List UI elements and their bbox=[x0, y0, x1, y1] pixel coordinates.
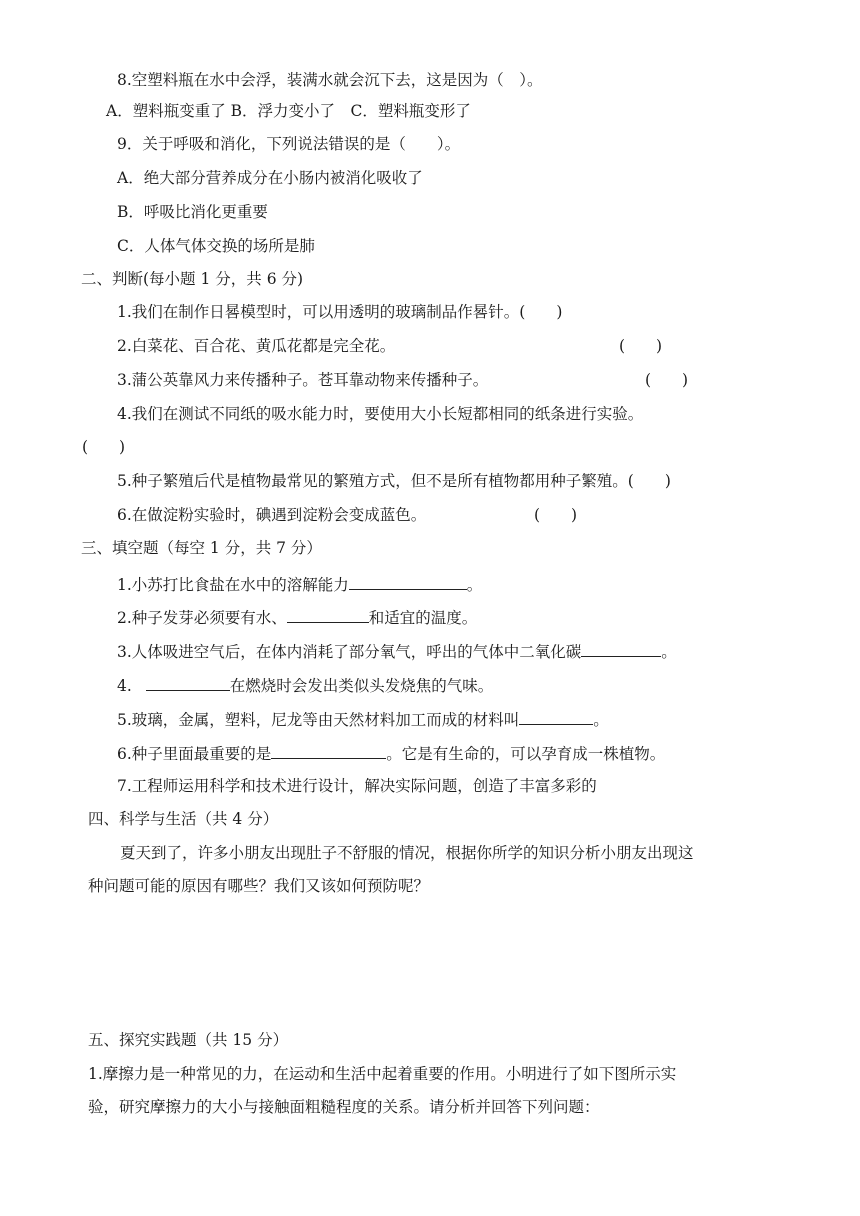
question-8-stem: 8.空塑料瓶在水中会浮，装满水就会沉下去，这是因为（ ）。 bbox=[117, 71, 543, 89]
judge-item-1: 1.我们在制作日晷模型时，可以用透明的玻璃制品作晷针。( ) bbox=[117, 303, 563, 321]
section-4-paragraph-line-2: 种问题可能的原因有哪些？我们又该如何预防呢？ bbox=[88, 877, 430, 895]
fill-item-3-end: 。 bbox=[661, 643, 677, 661]
fill-item-6-text: 6.种子里面最重要的是 bbox=[117, 745, 272, 763]
question-9-option-c: C．人体气体交换的场所是肺 bbox=[117, 237, 315, 255]
section-3-title: 三、填空题（每空 1 分，共 7 分） bbox=[81, 539, 322, 557]
fill-item-5-end: 。 bbox=[593, 711, 609, 729]
fill-item-5-text: 5.玻璃，金属，塑料，尼龙等由天然材料加工而成的材料叫 bbox=[117, 711, 520, 729]
question-8-options: A．塑料瓶变重了 B．浮力变小了 C．塑料瓶变形了 bbox=[106, 102, 471, 120]
fill-item-6 bbox=[117, 742, 665, 764]
answer-blank[interactable] bbox=[287, 606, 369, 623]
fill-item-5 bbox=[117, 708, 609, 730]
section-5-title: 五、探究实践题（共 15 分） bbox=[88, 1031, 289, 1049]
fill-item-3-text: 3.人体吸进空气后，在体内消耗了部分氧气，呼出的气体中二氧化碳 bbox=[117, 643, 582, 661]
fill-item-6-end: 。它是有生命的，可以孕育成一株植物。 bbox=[386, 745, 666, 763]
question-9-stem: 9．关于呼吸和消化，下列说法错误的是（ ）。 bbox=[117, 135, 461, 153]
fill-item-4 bbox=[117, 674, 493, 696]
answer-blank[interactable] bbox=[581, 640, 661, 657]
judge-item-2: 2.白菜花、百合花、黄瓜花都是完全花。 bbox=[117, 337, 396, 355]
fill-item-1-text: 1.小苏打比食盐在水中的溶解能力 bbox=[117, 576, 349, 594]
judge-item-4: 4.我们在测试不同纸的吸水能力时，要使用大小长短都相同的纸条进行实验。 bbox=[117, 405, 644, 423]
judge-item-4-paren: ( ) bbox=[82, 438, 126, 456]
fill-item-7: 7.工程师运用科学和技术进行设计，解决实际问题，创造了丰富多彩的 bbox=[117, 777, 597, 795]
section-2-title: 二、判断(每小题 1 分，共 6 分) bbox=[81, 270, 304, 288]
fill-item-2 bbox=[117, 606, 477, 628]
answer-blank[interactable] bbox=[519, 708, 593, 725]
question-9-option-a: A．绝大部分营养成分在小肠内被消化吸收了 bbox=[117, 169, 423, 187]
judge-item-6-paren: ( ) bbox=[534, 506, 578, 524]
fill-item-4-end: 在燃烧时会发出类似头发烧焦的气味。 bbox=[229, 677, 494, 695]
section-4-title: 四、科学与生活（共 4 分） bbox=[88, 810, 279, 828]
judge-item-5: 5.种子繁殖后代是植物最常见的繁殖方式，但不是所有植物都用种子繁殖。( ) bbox=[117, 472, 671, 490]
judge-item-3: 3.蒲公英靠风力来传播种子。苍耳靠动物来传播种子。 bbox=[117, 371, 489, 389]
section-5-paragraph-line-1: 1.摩擦力是一种常见的力，在运动和生活中起着重要的作用。小明进行了如下图所示实 bbox=[88, 1065, 677, 1083]
question-9-option-b: B．呼吸比消化更重要 bbox=[117, 203, 268, 221]
answer-blank[interactable] bbox=[271, 742, 386, 759]
answer-blank[interactable] bbox=[349, 573, 467, 590]
fill-item-2-end: 和适宜的温度。 bbox=[368, 609, 478, 627]
section-4-paragraph-line-1: 夏天到了，许多小朋友出现肚子不舒服的情况，根据你所学的知识分析小朋友出现这 bbox=[120, 844, 694, 862]
fill-item-4-text: 4. bbox=[117, 677, 132, 695]
section-5-paragraph-line-2: 验，研究摩擦力的大小与接触面粗糙程度的关系。请分析并回答下列问题： bbox=[88, 1098, 600, 1116]
answer-blank[interactable] bbox=[146, 674, 230, 691]
judge-item-2-paren: ( ) bbox=[619, 337, 663, 355]
fill-item-1 bbox=[117, 573, 482, 595]
fill-item-1-end: 。 bbox=[466, 576, 483, 594]
judge-item-3-paren: ( ) bbox=[645, 371, 689, 389]
judge-item-6: 6.在做淀粉实验时，碘遇到淀粉会变成蓝色。 bbox=[117, 506, 427, 524]
fill-item-3 bbox=[117, 640, 677, 662]
fill-item-2-text: 2.种子发芽必须要有水、 bbox=[117, 609, 287, 627]
